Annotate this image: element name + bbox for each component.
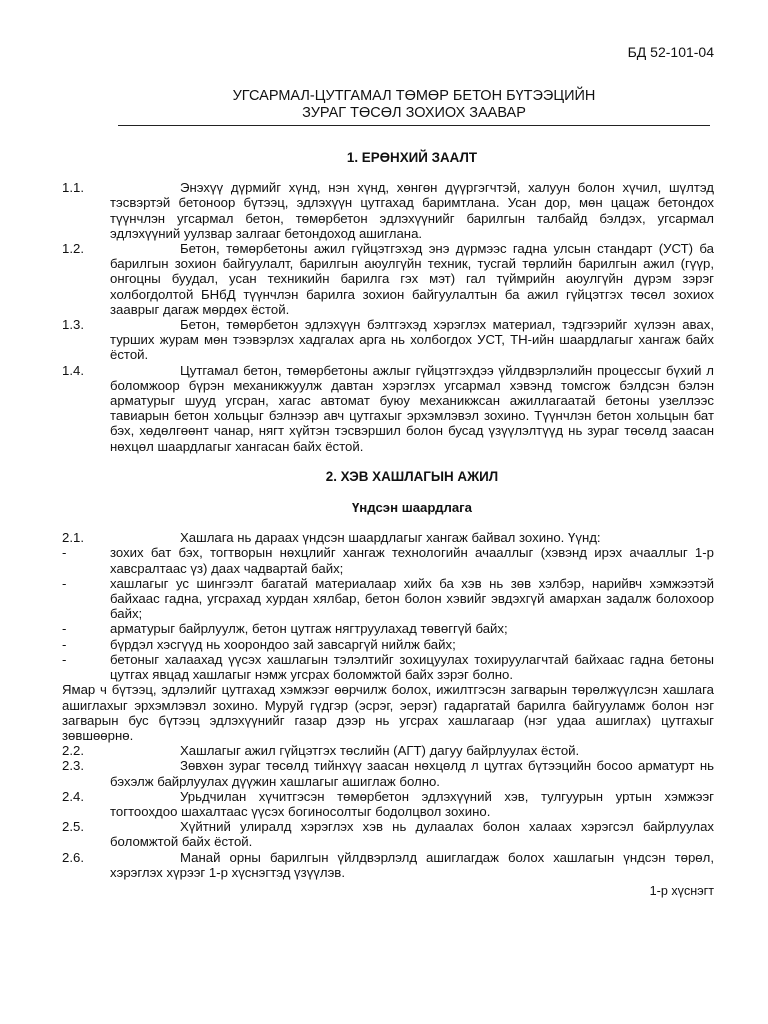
paragraph-number: 2.5. <box>62 819 84 835</box>
paragraph-number: 2.2. <box>62 743 84 759</box>
paragraph-2-1 <box>62 530 714 546</box>
paragraph-number: 1.3. <box>62 317 84 333</box>
paragraph-number: 1.2. <box>62 241 84 257</box>
list-item-text: бетоныг халаахад үүсэх хашлагын тэлэлтийг зохицуулах тохируулагчтай байхаас гадна бетоны цутгах явцад хашлагыг нэмж угсрах боломжтой байх зэрэг болно. <box>110 651 714 683</box>
bullet-dash: - <box>62 545 67 561</box>
list-item-text: арматурыг байрлуулж, бетон цутгаж нягтруулахад төвөггүй байх; <box>110 621 508 637</box>
paragraph-number: 2.1. <box>62 530 84 546</box>
list-item-text: хашлагыг ус шингээлт багатай материалаар хийх ба хэв нь зөв хэлбэр, нарийвч хэмжээтэй байхаас гадна, угсрахад хурдан хялбар, бетон болон хэвийг эвдэхгүй амархан задалж болохоор байх; <box>110 575 714 622</box>
paragraph-text: Цутгамал бетон, төмөрбетоны ажлыг гүйцэтгэхдээ үйлдвэрлэлийн процессыг бүхий л боломжоор бүрэн механикжуулж давтан хэрэглэх угсармал хэвэнд томсгож бэлдсэн бэлэн арматурыг шууд угсран, хагас автомат буюу механикжсан ажиллагаатай бетоны узеллээс тавиарын бетон хольцыг бэлнээр авч цутгахыг эрхэмлэвэл зохино. Түүнчлэн бетон хольцын бат бэх, хөдөлгөөнт чанар, нягт хүйтэн тэсвэршил болон бусад үзүүлэлтүүд нь зураг төсөлд заасан нөхцөл шаардлагыг хангасан байх ёстой. <box>110 362 714 454</box>
bullet-dash: - <box>62 651 67 667</box>
paragraph-1-4 <box>62 362 714 454</box>
list-item <box>62 651 714 683</box>
paragraph-1-2 <box>62 241 714 317</box>
paragraph-2-2 <box>62 743 714 759</box>
paragraph-text: Бетон, төмөрбетон эдлэхүүн бэлтгэхэд хэрэглэх материал, тэдгээрийг хүлээн авах, турших журам мөн тээвэрлэх хадгалах арга нь холбогдох УСТ, ТН-ийн шаардлагыг хангаж байх ёстой. <box>110 317 714 363</box>
paragraph-number: 2.6. <box>62 849 84 865</box>
paragraph-text: Манай орны барилгын үйлдвэрлэлд ашиглагдаж болох хашлагын үндсэн төрөл, хэрэглэх хүрээг 1-р хүснэгтэд үзүүлэв. <box>110 849 714 880</box>
document-code: БД 52-101-04 <box>627 44 714 60</box>
paragraph-text: Энэхүү дүрмийг хүнд, нэн хүнд, хөнгөн дүүргэгчтэй, халуун болон хүчил, шүлтэд тэсвэртэй бетоноор бүтээц, эдлэхүүн цутгахад баримтлана. Усан дор, мөн цацаж бетондох түүнчлэн угсармал бетон, төмөрбетон эдлэхүүнийг барилгын талбайд бэлдэх, угсармал эдлэхүүний уулзвар залгааг бетондоход ашиглана. <box>110 180 714 241</box>
title-line-2: ЗУРАГ ТӨСӨЛ ЗОХИОХ ЗААВАР <box>302 105 526 121</box>
list-item-text: бүрдэл хэсгүүд нь хоорондоо зай завсаргүй нийлж байх; <box>110 636 456 652</box>
paragraph-1-3 <box>62 317 714 363</box>
list-item <box>62 621 714 637</box>
paragraph-text: Урьдчилан хүчитгэсэн төмөрбетон эдлэхүүний хэв, тулгуурын уртын хэмжээг тогтоохдоо шахалтаас үүсэх богиносолтыг бодолцвол зохино. <box>110 788 714 819</box>
list-item <box>62 575 714 622</box>
paragraph-number: 1.1. <box>62 180 84 196</box>
paragraph-number: 2.3. <box>62 758 84 774</box>
paragraph-number: 2.4. <box>62 788 84 804</box>
paragraph-number: 1.4. <box>62 362 84 378</box>
paragraph-1-1 <box>62 180 714 241</box>
list-item <box>62 636 714 652</box>
paragraph-2-6 <box>62 849 714 880</box>
paragraph-text: Зөвхөн зураг төсөлд тийнхүү заасан нөхцөлд л цутгах бүтээцийн босоо арматурт нь бэхэлж байрлуулах дүүжин хашлагыг ашиглаж болно. <box>110 758 714 789</box>
section-2-heading: 2. ХЭВ ХАШЛАГЫН АЖИЛ <box>325 468 499 484</box>
paragraph-text: Хашлагыг ажил гүйцэтгэх төслийн (АГТ) дагуу байрлуулах ёстой. <box>180 743 580 759</box>
bullet-dash: - <box>62 621 67 637</box>
paragraph-2-5 <box>62 819 714 850</box>
bullet-dash: - <box>62 636 67 652</box>
document-body <box>62 150 714 899</box>
bullet-dash: - <box>62 575 67 591</box>
section-2-subheading: Үндсэн шаардлага <box>351 500 473 516</box>
table-caption: 1-р хүснэгт <box>649 883 714 898</box>
paragraph-text: Хүйтний улиралд хэрэглэх хэв нь дулаалах болон халаах хэрэгсэл байрлуулах боломжтой байх ёстой. <box>110 819 714 850</box>
paragraph-2-4 <box>62 788 714 819</box>
section-1-heading: 1. ЕРӨНХИЙ ЗААЛТ <box>346 150 478 165</box>
document-title <box>118 88 710 126</box>
paragraph-2-3 <box>62 758 714 789</box>
title-line-1: УГСАРМАЛ-ЦУТГАМАЛ ТӨМӨР БЕТОН БҮТЭЭЦИЙН <box>232 88 596 104</box>
list-item <box>62 545 714 576</box>
list-item-text: зохих бат бэх, тогтворын нөхцлийг хангаж технологийн ачааллыг (хэвэнд ирэх ачааллыг 1-р хавсралтаас үз) даах чадвартай байх; <box>110 545 714 576</box>
note-paragraph: Ямар ч бүтээц, эдлэлийг цутгахад хэмжээг өөрчилж болох, ижилтгэсэн загварын төрөлжүүлсэн хашлага ашиглахыг эрхэмлэвэл зохино. Муруй гүдгэр (эсрэг, эерэг) гадаргатай барилга байгууламж болон нэг загварын бус бүтээц эдлэхүүнийг газар дээр нь угсрах хашлагаар (нэг удаа ашиглах) цутгахыг зөвшөөрнө. <box>62 682 714 743</box>
paragraph-text: Бетон, төмөрбетоны ажил гүйцэтгэхэд энэ дүрмээс гадна улсын стандарт (УСТ) ба барилгын зохион байгуулалт, барилгын аюулгүйн техник, тусгай төрлийн барилгын ажил (гүүр, онгоцны буудал, усан техникийн барилга гэх мэт) гал түймрийн аюулгүйн дүрэм зэрэг холбогдолтой БНбД түүнчлэн барилга зохион байгуулалтын ба ажил гүйцэтгэх төсөл зохиох зааврыг дагаж мөрдөх ёстой. <box>110 241 714 317</box>
paragraph-text: Хашлага нь дараах үндсэн шаардлагыг хангаж байвал зохино. Үүнд: <box>180 530 601 546</box>
